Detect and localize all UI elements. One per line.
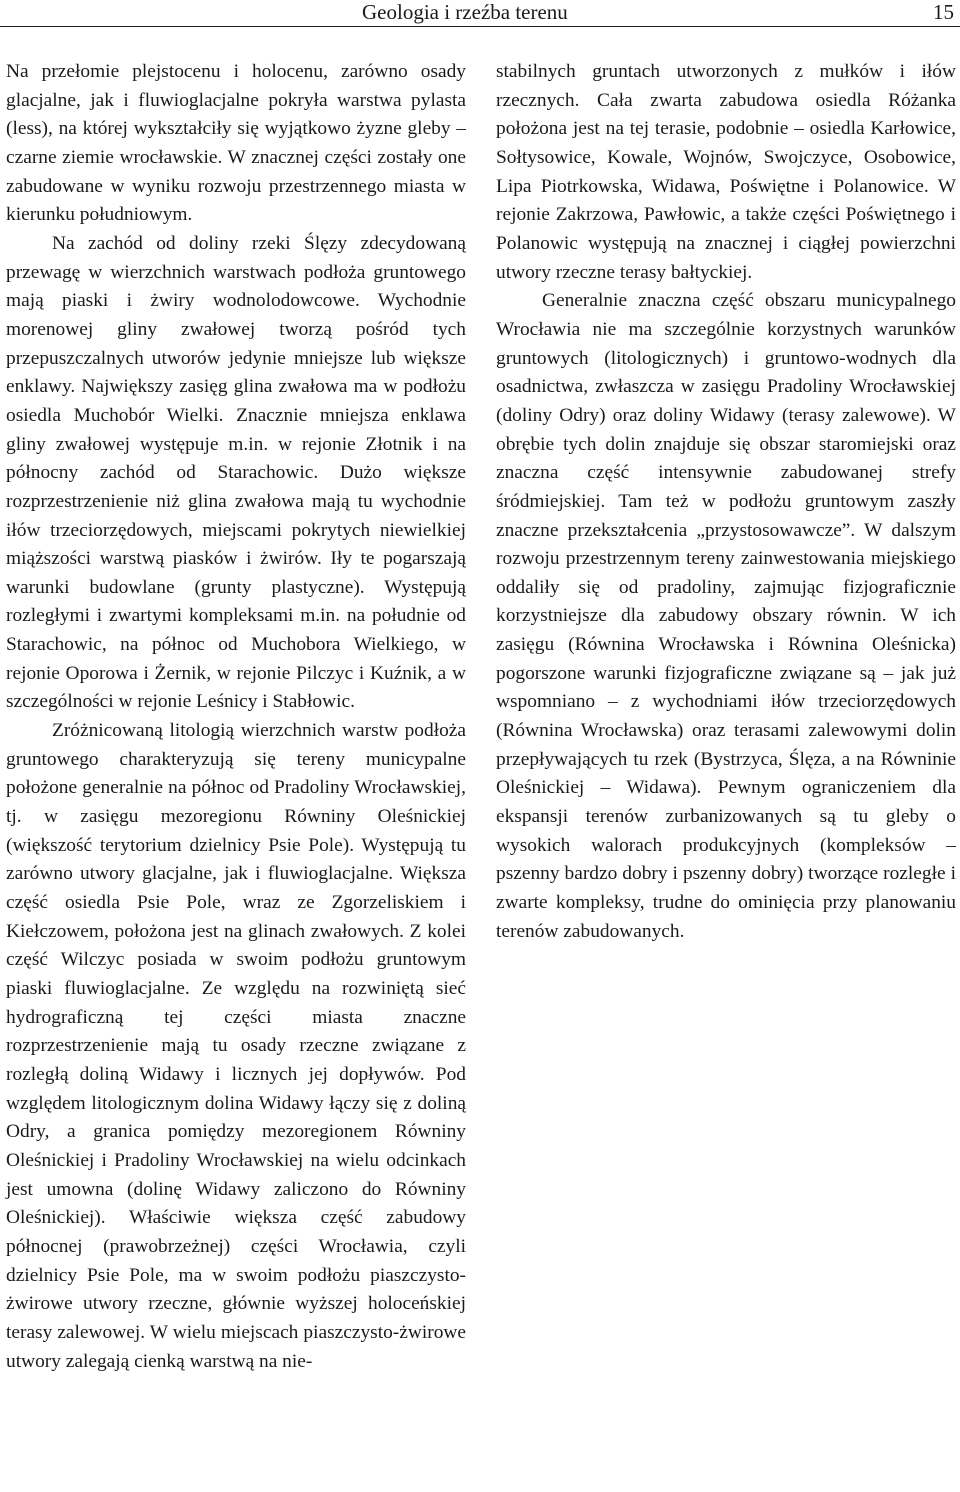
paragraph: stabilnych gruntach utworzonych z mułków i iłów rzecznych. Cała zwarta zabudowa osiedla Różanka położona jest na tej terasie, podobnie – osiedla Karłowice, Sołtysowice, Kowale, Wojnów, Swojczyce, Osobowice, Lipa Piotrkowska, Widawa, Poświętne i Polanowice. W rejonie Zakrzowa, Pawłowic, a także części Poświętnego i Polanowic występują na znacznej i ciągłej powierzchni utwory rzeczne terasy bałtyckiej. bbox=[496, 61, 956, 283]
paragraph: Na zachód od doliny rzeki Ślęzy zdecydowaną przewagę w wierzchnich warstwach podłoża gruntowego mają piaski i żwiry wodnolodowcowe. Wychodnie morenowej gliny zwałowej tworzą pośród tych przepuszczalnych utworów jedynie mniejsze lub większe enklawy. Największy zasięg glina zwałowa ma w podłożu osiedla Muchobór Wielki. Znacznie mniejsza enklawa gliny zwałowej występuje m.in. w rejonie Złotnik i na północny zachód od Starachowic. Dużo większe rozprzestrzenienie niż glina zwałowa mają tu wychodnie iłów trzeciorzędowych, miejscami pokrytych niewielkiej miąższości warstwą piasków i żwirów. Iły te pogarszają warunki budowlane (grunty plastyczne). Występują rozległymi i zwartymi kompleksami m.in. na południe od Starachowic, na północ od Muchobora Wielkiego, w rejonie Oporowa i Żernik, w rejonie Pilczyc i Kuźnik, a w szczególności w rejonie Leśnicy i Stabłowic. bbox=[6, 232, 466, 713]
left-column bbox=[6, 58, 466, 1376]
paragraph: Generalnie znaczna część obszaru municypalnego Wrocławia nie ma szczególnie korzystnych warunków gruntowych (litologicznych) i gruntowo-wodnych dla osadnictwa, zwłaszcza w zasięgu Pradoliny Wrocławskiej (doliny Odry) oraz doliny Widawy (terasy zalewowe). W obrębie tych dolin znajduje się obszar staromiejski oraz znaczna część intensywnie zabudowanej strefy śródmiejskiej. Tam też w podłożu gruntowym zaszły znaczne przekształcenia „przystosowawcze”. W dalszym rozwoju przestrzennym tereny zainwestowania miejskiego oddaliły się od pradoliny, zajmując fizjograficznie korzystniejsze dla zabudowy obszary równin. W ich zasięgu (Równina Wrocławska i Równina Oleśnicka) pogorszone warunki fizjograficzne związane są – jak już wspomniano – z wychodniami iłów trzeciorzędowych (Równina Wrocławska) oraz terasami zalewowymi dolin przepływających tu rzek (Bystrzyca, Ślęza, a na Równinie Oleśnickiej – Widawa). Pewnym ograniczeniem dla ekspansji terenów zurbanizowanych są tu gleby o wysokich walorach produkcyjnych (kompleksów – pszenny bardzo dobry i pszenny dobry) tworzące rozległe i zwarte kompleksy, trudne do ominięcia przy planowaniu terenów zabudowanych. bbox=[496, 290, 956, 942]
right-column bbox=[496, 58, 956, 946]
running-title: Geologia i rzeźba terenu bbox=[362, 0, 568, 24]
page-number: 15 bbox=[933, 0, 954, 24]
paragraph: Zróżnicowaną litologią wierzchnich warstw podłoża gruntowego charakteryzują się tereny municypalne położone generalnie na północ od Pradoliny Wrocławskiej, tj. w zasięgu mezoregionu Równiny Oleśnickiej (większość terytorium dzielnicy Psie Pole). Występują tu zarówno utwory glacjalne, jak i fluwioglacjalne. Większa część osiedla Psie Pole, wraz ze Zgorzeliskiem i Kiełczowem, położona jest na glinach zwałowych. Z kolei część Wilczyc posiada w swoim podłożu gruntowym piaski fluwioglacjalne. Ze względu na rozwiniętą sieć hydrograficzną tej części miasta znaczne rozprzestrzenienie mają tu osady rzeczne związane z rozległą doliną Widawy i licznych jej dopływów. Pod względem litologicznym dolina Widawy łączy się z doliną Odry, a granica pomiędzy mezoregionem Równiny Oleśnickiej i Pradoliny Wrocławskiej na wielu odcinkach jest umowna (dolinę Widawy zaliczono do Równiny Oleśnickiej). Właściwie większa część zabudowy północnej (prawobrzeżnej) części Wrocławia, czyli dzielnicy Psie Pole, ma w swoim podłożu piaszczysto-żwirowe utwory rzeczne, głównie wyższej holoceńskiej terasy zalewowej. W wielu miejscach piaszczysto-żwirowe utwory zalegają cienką warstwą na nie- bbox=[6, 720, 466, 1372]
running-header bbox=[0, 0, 960, 27]
paragraph: Na przełomie plejstocenu i holocenu, zarówno osady glacjalne, jak i fluwioglacjalne pokryła warstwa pylasta (less), na której wykształciły się wyjątkowo żyzne gleby – czarne ziemie wrocławskie. W znacznej części zostały one zabudowane w wyniku rozwoju przestrzennego miasta w kierunku południowym. bbox=[6, 61, 466, 226]
